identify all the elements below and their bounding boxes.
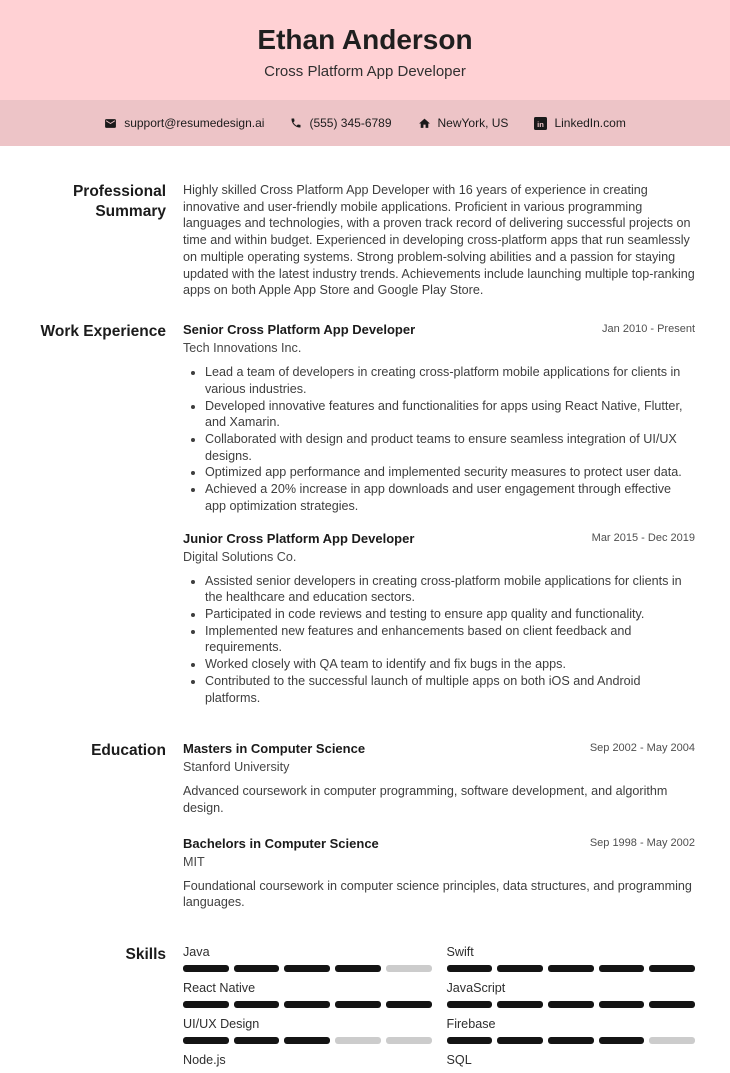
experience-heading: Work Experience — [40, 323, 166, 341]
skills-heading: Skills — [125, 946, 166, 964]
contact-location — [418, 116, 509, 130]
skill-bar-segment — [497, 1001, 543, 1008]
skill-bar-segment — [284, 1001, 330, 1008]
skill-bar-segment — [284, 965, 330, 972]
skill-name: UI/UX Design — [183, 1017, 260, 1032]
person-job-title: Cross Platform App Developer — [264, 62, 466, 80]
skill-bar-segment — [386, 965, 432, 972]
contact-location-text: NewYork, US — [437, 116, 509, 130]
skill-bar-segment — [447, 965, 493, 972]
contact-email — [104, 116, 264, 130]
skill-bar — [447, 965, 696, 972]
skill-item — [447, 1053, 696, 1073]
skill-bar-segment — [649, 1037, 695, 1044]
skill-name: Swift — [446, 945, 474, 960]
skill-bar-segment — [447, 1037, 493, 1044]
skill-bar-segment — [335, 1037, 381, 1044]
envelope-icon — [104, 117, 117, 130]
skill-bar-segment — [183, 1001, 229, 1008]
degree-dates: Sep 2002 - May 2004 — [589, 742, 695, 755]
degree-description: Advanced coursework in computer programming, software development, and algorithm design. — [183, 784, 668, 816]
job-title: Junior Cross Platform App Developer — [183, 530, 415, 546]
skill-bar-segment — [335, 965, 381, 972]
skill-name: JavaScript — [446, 981, 506, 996]
skill-bar-segment — [335, 1001, 381, 1008]
skill-bar-segment — [386, 1001, 432, 1008]
skill-bar — [183, 1001, 432, 1008]
skill-bar — [447, 1037, 696, 1044]
skill-name: React Native — [183, 981, 256, 996]
contact-bar — [0, 100, 730, 146]
skill-bar-segment — [183, 1037, 229, 1044]
section-education — [40, 741, 695, 911]
degree-entry — [183, 741, 695, 816]
experience-entries — [183, 322, 695, 706]
job-dates: Mar 2015 - Dec 2019 — [591, 531, 695, 544]
skill-item — [183, 981, 432, 1008]
skill-bar — [447, 1001, 696, 1008]
skill-bar — [183, 965, 432, 972]
education-heading: Education — [91, 742, 166, 760]
skill-bar-segment — [649, 1001, 695, 1008]
bullet-item: • Lead a team of developers in creating cross-platform mobile applications for clients in various industries. — [205, 364, 695, 397]
skill-name: Node.js — [183, 1053, 226, 1068]
skill-bar-segment — [447, 1001, 493, 1008]
bullet-item: • Worked closely with QA team to identify and fix bugs in the apps. — [205, 656, 695, 673]
contact-email-text: support@resumedesign.ai — [124, 116, 265, 130]
skill-bar-segment — [234, 1037, 280, 1044]
skill-name: Java — [183, 945, 210, 960]
bullet-item: • Collaborated with design and product teams to ensure seamless integration of UI/UX designs. — [205, 431, 695, 464]
degree-school: Stanford University — [183, 760, 290, 775]
job-entry — [183, 322, 695, 515]
skill-bar-segment — [548, 1037, 594, 1044]
bullet-item: • Assisted senior developers in creating cross-platform mobile applications for clients in the healthcare and education sectors. — [205, 573, 695, 606]
degree-title: Bachelors in Computer Science — [183, 835, 379, 851]
contact-linkedin-text: LinkedIn.com — [554, 116, 626, 130]
bullet-item: • Participated in code reviews and testing to ensure app quality and functionality. — [205, 606, 695, 623]
degree-dates: Sep 1998 - May 2002 — [589, 836, 695, 849]
contact-linkedin — [534, 116, 625, 130]
bullet-item: • Developed innovative features and functionalities for apps using React Native, Flutter, and Xamarin. — [205, 398, 695, 431]
header — [0, 0, 730, 100]
job-company: Digital Solutions Co. — [183, 549, 297, 564]
skill-bar-segment — [599, 965, 645, 972]
skill-item — [183, 945, 432, 972]
skill-bar-segment — [599, 1037, 645, 1044]
job-company: Tech Innovations Inc. — [183, 341, 302, 356]
resume-body — [0, 182, 730, 1073]
skill-bar-segment — [234, 1001, 280, 1008]
bullet-item: • Achieved a 20% increase in app downloads and user engagement through effective app optimization strategies. — [205, 481, 695, 514]
degree-school: MIT — [183, 854, 205, 869]
section-experience — [40, 322, 695, 706]
skill-item — [447, 945, 696, 972]
person-name: Ethan Anderson — [257, 24, 473, 55]
summary-text: Highly skilled Cross Platform App Developer with 16 years of experience in creating innovative and user-friendly mobile applications. Proficient in various programming languages and technologies, with a proven track record of delivering successful projects on time and within budget. Experienced in developing cross-platform apps that run seamlessly on multiple operating systems. Strong problem-solving abilities and a passion for staying updated with the latest industry trends. Achievements include launching multiple top-ranking apps on both Apple App Store and Google Play Store. — [183, 183, 695, 298]
skill-name: SQL — [446, 1053, 472, 1068]
job-dates: Jan 2010 - Present — [602, 323, 695, 336]
skill-bar-segment — [497, 1037, 543, 1044]
home-icon — [418, 117, 431, 130]
skill-item — [183, 1053, 432, 1073]
skill-bar — [183, 1037, 432, 1044]
degree-title: Masters in Computer Science — [183, 741, 366, 757]
contact-phone-text: (555) 345-6789 — [309, 116, 392, 130]
skill-bar-segment — [284, 1037, 330, 1044]
phone-icon — [290, 117, 302, 129]
job-entry — [183, 531, 695, 707]
bullet-item: • Implemented new features and enhancements based on client feedback and requirements. — [205, 623, 695, 656]
skill-item — [447, 1017, 696, 1044]
skill-bar-segment — [548, 1001, 594, 1008]
summary-heading: Professional Summary — [72, 183, 166, 220]
skills-grid — [183, 945, 695, 1073]
skill-bar-segment — [649, 965, 695, 972]
skill-item — [183, 1017, 432, 1044]
job-entry-head — [183, 531, 695, 548]
education-entries — [183, 741, 695, 911]
bullet-item: • Optimized app performance and implemented security measures to protect user data. — [205, 464, 695, 481]
skill-bar-segment — [386, 1037, 432, 1044]
svg-text:in: in — [537, 119, 545, 129]
skill-bar-segment — [548, 965, 594, 972]
contact-phone — [290, 116, 391, 130]
bullet-item: • Contributed to the successful launch of multiple apps on both iOS and Android platforms. — [205, 673, 695, 706]
degree-entry — [183, 836, 695, 911]
skill-bar-segment — [234, 965, 280, 972]
job-bullets — [183, 573, 695, 707]
section-skills — [40, 945, 695, 1073]
degree-entry-head — [183, 836, 695, 853]
job-title: Senior Cross Platform App Developer — [183, 322, 416, 338]
skill-bar-segment — [599, 1001, 645, 1008]
job-bullets — [183, 364, 695, 515]
skill-bar-segment — [497, 965, 543, 972]
degree-description: Foundational coursework in computer science principles, data structures, and programming languages. — [183, 878, 692, 910]
skill-bar-segment — [183, 965, 229, 972]
linkedin-icon — [534, 117, 547, 130]
job-entry-head — [183, 322, 695, 339]
skill-name: Firebase — [446, 1017, 496, 1032]
section-summary — [40, 182, 695, 299]
skill-item — [447, 981, 696, 1008]
degree-entry-head — [183, 741, 695, 758]
